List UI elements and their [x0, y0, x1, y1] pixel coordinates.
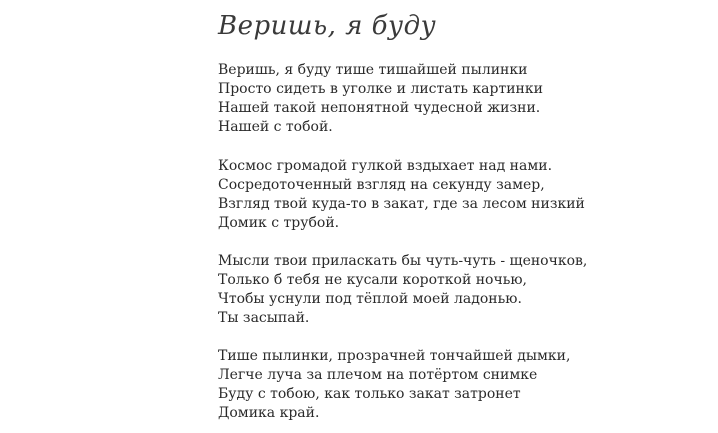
- stanza-2: [218, 157, 585, 233]
- poem-line: Нашей с тобой.: [218, 119, 333, 135]
- poem-line: Мысли твои приласкать бы чуть-чуть - щеночков,: [218, 253, 588, 269]
- poem-line: Легче луча за плечом на потёртом снимке: [218, 367, 538, 383]
- poem-line: Ты засыпай.: [218, 310, 310, 326]
- poem-line: Тише пылинки, прозрачней тончайшей дымки,: [218, 348, 571, 364]
- stanza-1: [218, 61, 543, 137]
- poem-line: Сосредоточенный взгляд на секунду замер,: [218, 177, 545, 193]
- poem-line: Космос громадой гулкой вздыхает над нами.: [218, 158, 553, 174]
- poem-line: Только б тебя не кусали короткой ночью,: [218, 272, 527, 288]
- poem-line: Домика край.: [218, 405, 320, 421]
- poem-line: Веришь, я буду тише тишайшей пылинки: [218, 62, 528, 78]
- poem-line: Взгляд твой куда-то в закат, где за лесом низкий: [218, 196, 585, 212]
- poem-line: Домик с трубой.: [218, 215, 340, 231]
- poem-line: Просто сидеть в уголке и листать картинки: [218, 81, 543, 97]
- stanza-4: [218, 347, 570, 423]
- poem-line: Буду с тобою, как только закат затронет: [218, 386, 521, 402]
- poem-line: Нашей такой непонятной чудесной жизни.: [218, 100, 541, 116]
- stanza-3: [218, 252, 587, 328]
- poem-title: Веришь, я буду: [218, 11, 437, 41]
- poem-line: Чтобы уснули под тёплой моей ладонью.: [218, 291, 522, 307]
